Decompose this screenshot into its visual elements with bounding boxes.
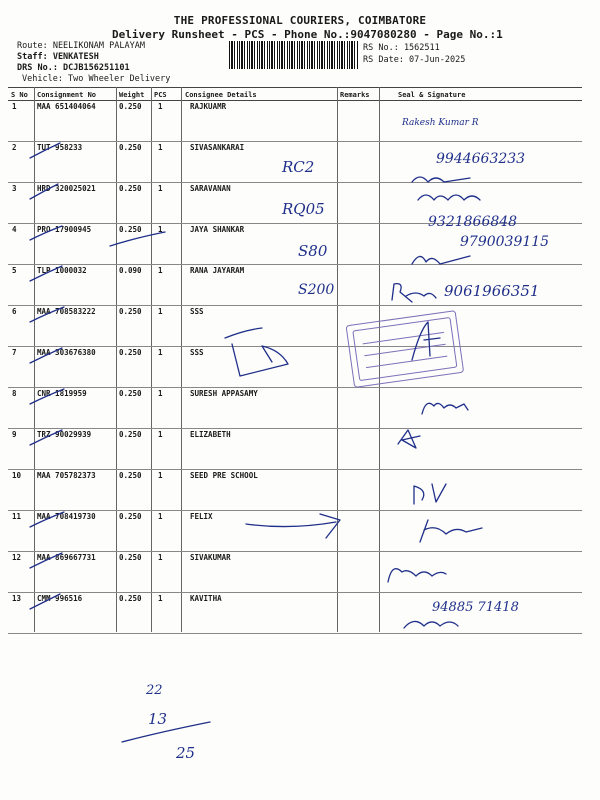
cell-sno: 6: [12, 307, 17, 316]
cell-consignment: MAA 708419730: [37, 512, 96, 521]
col-header-consignee: Consignee Details: [185, 91, 257, 99]
cell-consignment: MAA 303676380: [37, 348, 96, 357]
signature-row-10: [414, 484, 446, 504]
signature-row-13: [404, 621, 458, 628]
cell-consignee: SIVAKUMAR: [190, 553, 231, 562]
cell-sno: 4: [12, 225, 17, 234]
phone-row-2: 9944663233: [436, 151, 526, 167]
col-header-pcs: PCS: [154, 91, 167, 99]
cell-pcs: 1: [158, 307, 163, 316]
runsheet-title: Delivery Runsheet - PCS - Phone No.:9047080280 - Page No.:1: [112, 28, 503, 41]
cell-pcs: 1: [158, 430, 163, 439]
strike-mark: [30, 307, 64, 322]
cell-consignment: MAA 869667731: [37, 553, 96, 562]
rs-number: RS No.: 1562511: [363, 43, 440, 53]
cell-consignee: SEED PRE SCHOOL: [190, 471, 258, 480]
strike-mark: [30, 348, 62, 363]
col-header-consignment: Consignment No: [37, 91, 97, 99]
strike-mark: [30, 389, 64, 404]
strike-mark: [30, 184, 58, 199]
cell-consignment: CMM 996516: [37, 594, 83, 603]
cell-pcs: 1: [158, 184, 163, 193]
strike-mark: [30, 553, 62, 568]
strike-mark: [30, 226, 62, 240]
company-seal-stamp: [346, 311, 464, 388]
cell-pcs: 1: [158, 266, 163, 275]
cell-sno: 11: [12, 512, 22, 521]
cell-consignment: MAA 708583222: [37, 307, 96, 316]
cell-consignment: MAA 651404064: [37, 102, 96, 111]
strike-mark: [30, 430, 62, 445]
remark-row-4: S80: [298, 242, 328, 260]
cell-weight: 0.250: [119, 348, 142, 357]
cell-consignment: HRD 320025021: [37, 184, 96, 193]
signature-row-1: Rakesh Kumar R: [402, 118, 479, 128]
cell-weight: 0.250: [119, 225, 142, 234]
remark-mark-row-7: [225, 328, 288, 376]
cell-weight: 0.250: [119, 143, 142, 152]
cell-consignment: TUT 958233: [37, 143, 83, 152]
phone-row-13: 94885 71418: [432, 600, 519, 615]
signature-row-6: [412, 322, 440, 360]
tally-middle: 13: [148, 710, 168, 728]
cell-pcs: 1: [158, 553, 163, 562]
strike-mark: [110, 232, 165, 246]
cell-consignment: PRO 17900945: [37, 225, 92, 234]
cell-weight: 0.250: [119, 594, 142, 603]
seal-line: [366, 356, 447, 367]
col-header-weight: Weight: [119, 91, 145, 99]
strike-mark: [30, 512, 64, 527]
cell-pcs: 1: [158, 594, 163, 603]
cell-consignee: ELIZABETH: [190, 430, 231, 439]
signature-row-12: [388, 569, 446, 582]
cell-consignee: RAJKUAMR: [190, 102, 227, 111]
cell-sno: 7: [12, 348, 17, 357]
cell-consignee: SSS: [190, 348, 204, 357]
cell-pcs: 1: [158, 348, 163, 357]
route-label: Route: NEELIKONAM PALAYAM: [17, 41, 145, 51]
cell-pcs: 1: [158, 143, 163, 152]
remark-row-5: S200: [298, 282, 335, 298]
cell-pcs: 1: [158, 102, 163, 111]
signature-row-2: [412, 177, 470, 182]
rs-date: RS Date: 07-Jun-2025: [363, 55, 466, 65]
cell-consignee: SURESH APPASAMY: [190, 389, 258, 398]
cell-consignee: SIVASANKARAI: [190, 143, 245, 152]
phone-row-5: 9061966351: [444, 282, 540, 300]
cell-weight: 0.250: [119, 553, 142, 562]
cell-pcs: 1: [158, 512, 163, 521]
cell-weight: 0.090: [119, 266, 142, 275]
cell-consignment: CNR 1819959: [37, 389, 87, 398]
remark-arrow-row-11: [246, 514, 340, 538]
signature-row-4: [412, 256, 470, 264]
cell-sno: 9: [12, 430, 17, 439]
strike-mark: [30, 594, 60, 609]
cell-consignee: RANA JAYARAM: [190, 266, 245, 275]
company-title: THE PROFESSIONAL COURIERS, COIMBATORE: [173, 14, 427, 27]
remark-row-3: RQ05: [282, 200, 325, 218]
cell-consignee: JAYA SHANKAR: [190, 225, 245, 234]
cell-sno: 12: [12, 553, 22, 562]
col-header-remarks: Remarks: [340, 91, 370, 99]
phone-row-3: 9321866848: [428, 214, 518, 230]
strike-mark: [30, 143, 60, 158]
cell-pcs: 1: [158, 225, 163, 234]
cell-sno: 5: [12, 266, 17, 275]
cell-sno: 2: [12, 143, 17, 152]
cell-pcs: 1: [158, 389, 163, 398]
cell-consignment: TRZ 90029939: [37, 430, 92, 439]
cell-weight: 0.250: [119, 184, 142, 193]
cell-sno: 13: [12, 594, 22, 603]
cell-weight: 0.250: [119, 102, 142, 111]
cell-consignment: MAA 705782373: [37, 471, 96, 480]
signature-row-11: [420, 520, 482, 542]
cell-consignee: SARAVANAN: [190, 184, 231, 193]
cell-consignee: SSS: [190, 307, 204, 316]
cell-weight: 0.250: [119, 471, 142, 480]
seal-border: [346, 311, 464, 388]
signature-row-9: [398, 430, 420, 448]
signature-row-5: [392, 284, 436, 302]
seal-line: [363, 332, 444, 343]
signature-row-8: [422, 403, 468, 414]
signature-row-3: [418, 195, 480, 200]
cell-sno: 3: [12, 184, 17, 193]
vehicle-label: Vehicle: Two Wheeler Delivery: [22, 74, 171, 84]
cell-weight: 0.250: [119, 430, 142, 439]
cell-sno: 1: [12, 102, 17, 111]
cell-pcs: 1: [158, 471, 163, 480]
strike-mark: [30, 266, 62, 281]
cell-sno: 8: [12, 389, 17, 398]
tally-top: 22: [146, 683, 163, 698]
cell-sno: 10: [12, 471, 22, 480]
strike-marks: [30, 143, 165, 609]
cell-consignee: FELIX: [190, 512, 213, 521]
cell-consignment: TLP 1000032: [37, 266, 87, 275]
cell-weight: 0.250: [119, 389, 142, 398]
cell-weight: 0.250: [119, 307, 142, 316]
cell-weight: 0.250: [119, 512, 142, 521]
col-header-sno: S No: [11, 91, 28, 99]
tally-bottom: 25: [176, 744, 196, 762]
cell-consignee: KAVITHA: [190, 594, 222, 603]
seal-inner-border: [353, 317, 457, 380]
remark-row-2: RC2: [282, 158, 315, 176]
phone-row-4: 9790039115: [460, 234, 550, 250]
staff-label: Staff: VENKATESH: [17, 52, 99, 62]
col-header-seal-signature: Seal & Signature: [398, 91, 466, 99]
seal-line: [364, 344, 445, 355]
drs-label: DRS No.: DCJB156251101: [17, 63, 130, 73]
